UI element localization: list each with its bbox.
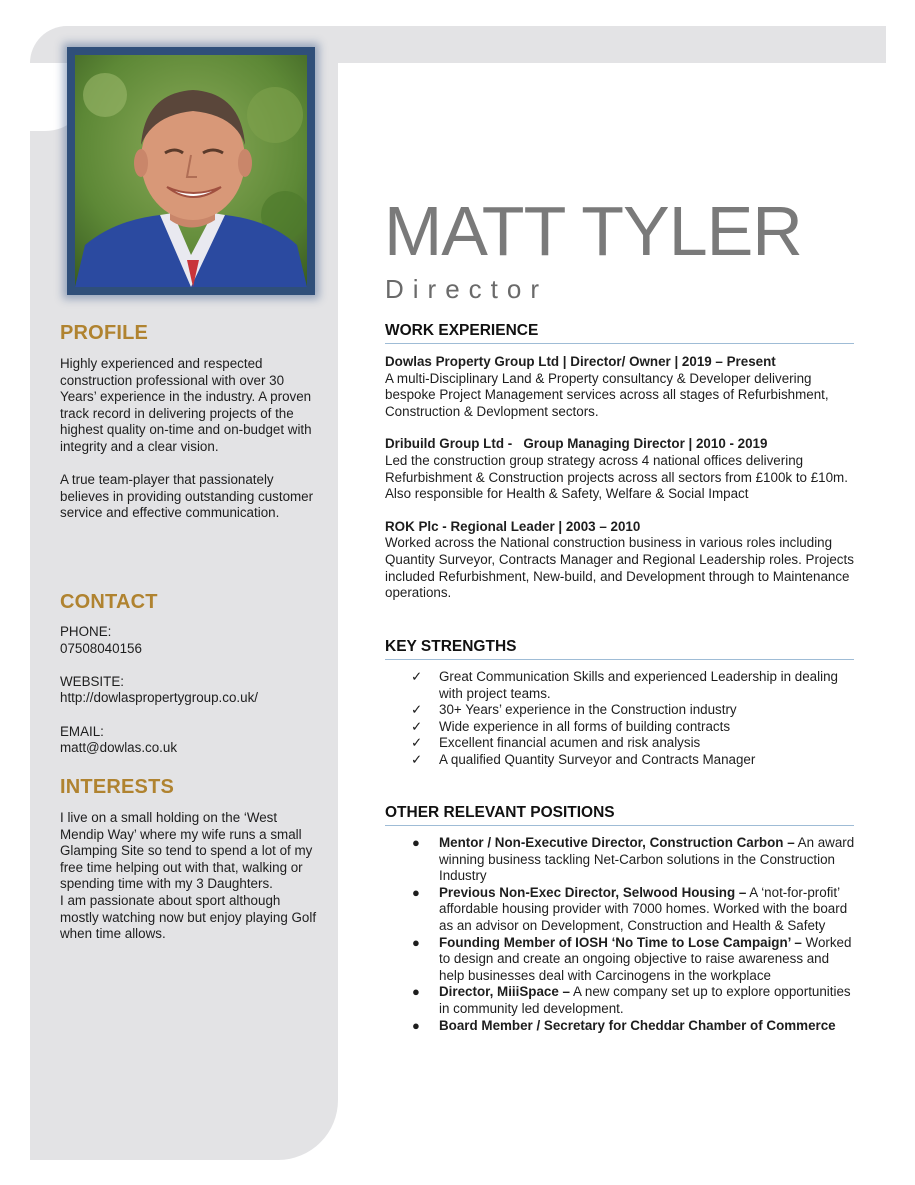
phone-value[interactable]: 07508040156 [60, 640, 142, 656]
person-name: MATT TYLER [384, 192, 802, 270]
key-strengths-heading: KEY STRENGTHS [385, 638, 854, 660]
strength-text: Great Communication Skills and experienced Leadership in dealing with project teams. [439, 669, 838, 701]
key-strengths-list [385, 669, 855, 769]
job-entry [385, 354, 855, 420]
list-item [385, 752, 855, 769]
position-title: Mentor / Non-Executive Director, Construction Carbon – [439, 835, 795, 850]
profile-photo [75, 55, 307, 287]
strength-text: Wide experience in all forms of building contracts [439, 718, 731, 734]
checkmark-icon: ✓ [411, 702, 423, 718]
job-title: Director [385, 274, 549, 304]
strength-text: A qualified Quantity Surveyor and Contracts Manager [439, 751, 756, 767]
list-item [385, 669, 855, 702]
work-experience-list [385, 354, 855, 618]
job-header: Dowlas Property Group Ltd | Director/ Owner | 2019 – Present [385, 354, 776, 369]
job-description: Led the construction group strategy across 4 national offices delivering Refurbishment & Construction projects across all sectors from £100k to £10m. Also responsible for Health & Safety, Welfare & Social Impact [385, 452, 848, 502]
strength-text: 30+ Years’ experience in the Construction industry [439, 702, 737, 718]
list-item [385, 935, 855, 985]
profile-heading: PROFILE [60, 322, 149, 344]
interests-section [60, 810, 318, 943]
checkmark-icon: ✓ [411, 751, 423, 767]
job-description: A multi-Disciplinary Land & Property consultancy & Developer delivering bespoke Project Management services across all stages of Refurbishment, Construction & Devlopment sectors. [385, 370, 829, 419]
email-label: EMAIL: [60, 723, 104, 739]
bullet-icon: ● [412, 984, 420, 1000]
job-entry [385, 519, 855, 602]
list-item [385, 885, 855, 935]
list-item [385, 719, 855, 736]
bullet-icon: ● [412, 884, 420, 900]
interests-paragraph: I am passionate about sport although mostly watching now but enjoy playing Golf when time allows. [60, 892, 317, 942]
position-description: A ‘not-for-profit’ affordable housing provider with 7000 homes. Worked with the board as an advisor on Development, Construction and Health & Safety [439, 884, 848, 933]
job-header: ROK Plc - Regional Leader | 2003 – 2010 [385, 518, 641, 534]
interests-paragraph: I live on a small holding on the ‘West Mendip Way’ where my wife runs a small Glamping Site so tend to spend a lot of my free time helping out with that, walking or spending time with my 3 Daughters. [60, 810, 313, 892]
job-description: Worked across the National construction business in various roles including Quantity Surveyor, Contracts Manager and Regional Leadership roles. Projects included Refurbishment, New-build, and Development through to Maintenance operations. [385, 535, 854, 601]
checkmark-icon: ✓ [411, 735, 423, 751]
website-link[interactable]: http://dowlaspropertygroup.co.uk/ [60, 690, 258, 706]
checkmark-icon: ✓ [411, 669, 423, 684]
position-title: Previous Non-Exec Director, Selwood Housing – [439, 884, 747, 900]
position-title: Board Member / Secretary for Cheddar Chamber of Commerce [439, 1017, 836, 1033]
work-experience-heading: WORK EXPERIENCE [385, 322, 854, 344]
list-item [385, 1018, 855, 1035]
bullet-icon: ● [412, 934, 420, 950]
profile-paragraph: A true team-player that passionately believes in providing outstanding customer service and effective communication. [60, 472, 314, 521]
bullet-icon: ● [412, 1017, 420, 1033]
portrait-image [75, 55, 307, 287]
phone-label: PHONE: [60, 624, 112, 639]
email-link[interactable]: matt@dowlas.co.uk [60, 740, 178, 756]
strength-text: Excellent financial acumen and risk analysis [439, 735, 701, 751]
list-item [385, 735, 855, 752]
list-item [385, 984, 855, 1017]
other-positions-heading: OTHER RELEVANT POSITIONS [385, 804, 854, 826]
bullet-icon: ● [412, 835, 420, 850]
list-item [385, 835, 855, 885]
job-header: Dribuild Group Ltd - Group Managing Director | 2010 - 2019 [385, 436, 768, 452]
contact-heading: CONTACT [60, 591, 158, 613]
profile-paragraph: Highly experienced and respected construction professional with over 30 Years’ experience in the industry. A proven track record in delivering projects of the highest quality on-time and on-budget with integrity and a clear vision. [60, 356, 312, 454]
profile-photo-frame [67, 47, 315, 295]
contact-section [60, 624, 318, 757]
position-description: A new company set up to explore opportunities in community led development. [439, 984, 851, 1016]
website-label: WEBSITE: [60, 673, 124, 689]
position-title: Founding Member of IOSH ‘No Time to Lose Campaign’ – [439, 934, 802, 950]
position-title: Director, MiiiSpace – [439, 984, 570, 1000]
list-item [385, 702, 855, 719]
other-positions-list [385, 835, 855, 1034]
profile-section [60, 356, 318, 522]
interests-heading: INTERESTS [60, 776, 175, 798]
checkmark-icon: ✓ [411, 718, 423, 734]
position-description: An award winning business tackling Net-Carbon solutions in the Construction Industry [439, 835, 855, 884]
position-description: Worked to design and create an ongoing objective to raise awareness and help businesses deal with Carcinogens in the workplace [439, 934, 852, 983]
job-entry [385, 436, 855, 502]
